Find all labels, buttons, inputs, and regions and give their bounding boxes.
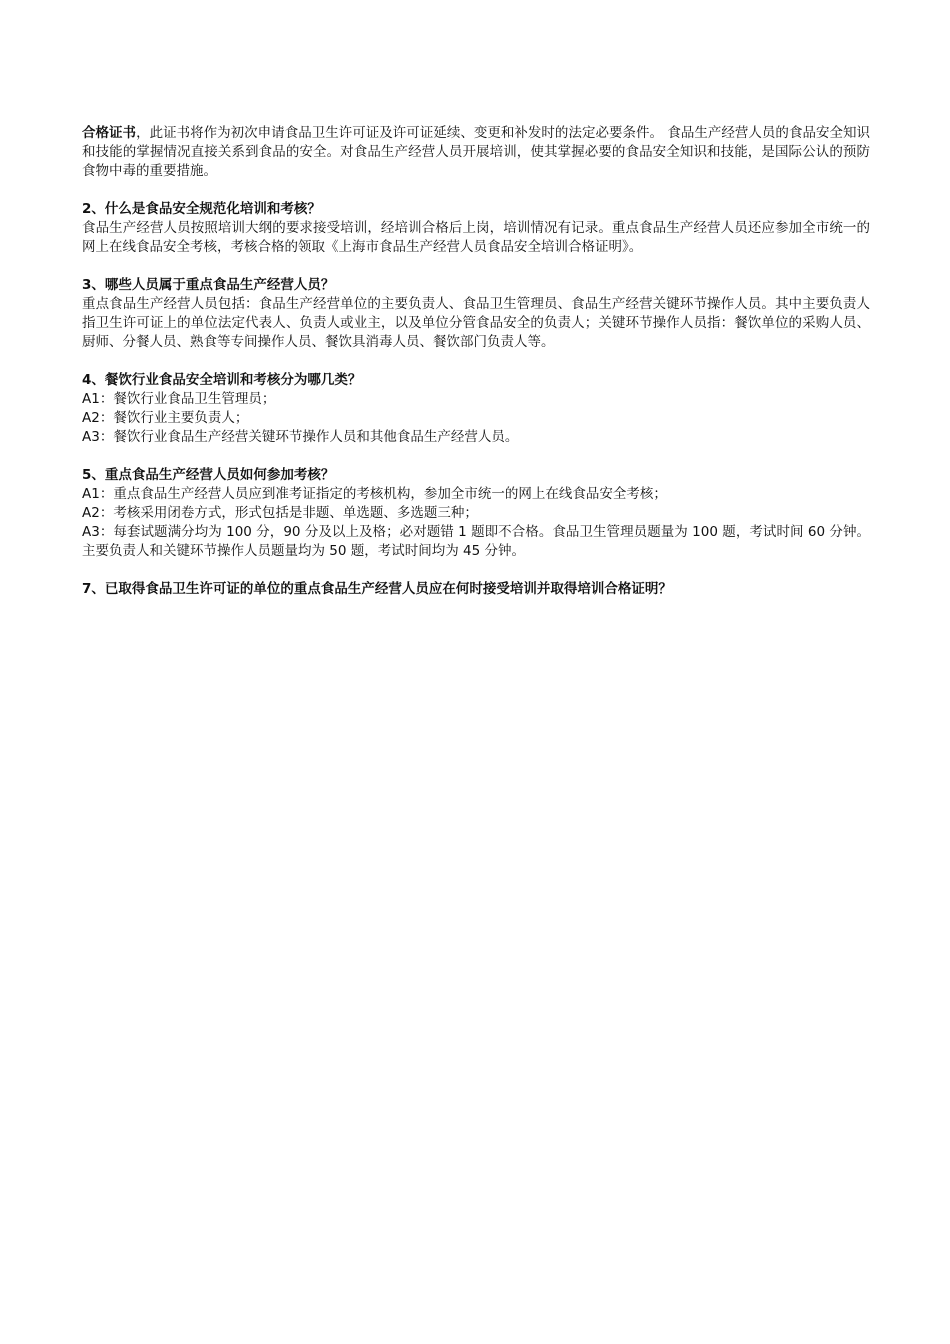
section-line: 食品生产经营人员按照培训大纲的要求接受培训，经培训合格后上岗，培训情况有记录。重点食品生产经营人员还应参加全市统一的网上在线食品安全考核，考核合格的领取《上海市食品生产经营人员食品安全培训合格证明》。 xyxy=(82,220,870,255)
section-line: A1：餐饮行业食品卫生管理员； xyxy=(82,391,276,407)
section-heading: 2、什么是食品安全规范化培训和考核？ xyxy=(82,201,321,217)
section-heading: 3、哪些人员属于重点食品生产经营人员？ xyxy=(82,277,335,293)
section-2 xyxy=(82,200,870,257)
section-line: A2：餐饮行业主要负责人； xyxy=(82,410,249,426)
section-heading: 5、重点食品生产经营人员如何参加考核？ xyxy=(82,467,335,483)
section-5 xyxy=(82,466,870,561)
section-heading: 4、餐饮行业食品安全培训和考核分为哪几类？ xyxy=(82,372,362,388)
intro-paragraph xyxy=(82,124,870,181)
section-line: A3：每套试题满分均为 100 分，90 分及以上及格；必对题错 1 题即不合格。食品卫生管理员题量为 100 题，考试时间 60 分钟。主要负责人和关键环节操作人员题量均为 50 题，考试时间均为 45 分钟。 xyxy=(82,524,870,559)
intro-text: ，此证书将作为初次申请食品卫生许可证及许可证延续、变更和补发时的法定必要条件。 食品生产经营人员的食品安全知识和技能的掌握情况直接关系到食品的安全。对食品生产经营人员开展培训，使其掌握必要的食品安全知识和技能，是国际公认的预防食物中毒的重要措施。 xyxy=(82,125,871,179)
document-page xyxy=(82,124,870,599)
section-7 xyxy=(82,580,870,599)
section-line: 重点食品生产经营人员包括：食品生产经营单位的主要负责人、食品卫生管理员、食品生产经营关键环节操作人员。其中主要负责人指卫生许可证上的单位法定代表人、负责人或业主，以及单位分管食品安全的负责人；关键环节操作人员指：餐饮单位的采购人员、厨师、分餐人员、熟食等专间操作人员、餐饮具消毒人员、餐饮部门负责人等。 xyxy=(82,296,870,350)
section-line: A2：考核采用闭卷方式，形式包括是非题、单选题、多选题三种； xyxy=(82,505,478,521)
section-line: A1：重点食品生产经营人员应到准考证指定的考核机构，参加全市统一的网上在线食品安全考核； xyxy=(82,486,667,502)
section-heading: 7、已取得食品卫生许可证的单位的重点食品生产经营人员应在何时接受培训并取得培训合格证明？ xyxy=(82,581,672,597)
section-line: A3：餐饮行业食品生产经营关键环节操作人员和其他食品生产经营人员。 xyxy=(82,429,519,445)
section-3 xyxy=(82,276,870,352)
intro-lead-bold: 合格证书 xyxy=(82,125,137,141)
section-4 xyxy=(82,371,870,447)
